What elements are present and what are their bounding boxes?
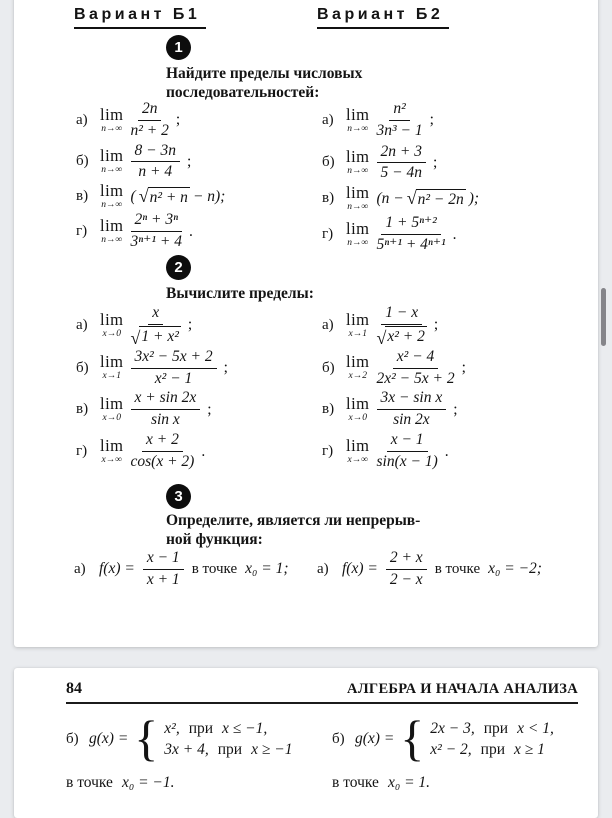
- limit-operator: [100, 215, 124, 246]
- point-value: x₀ = −1.: [121, 774, 175, 791]
- point-line-left: [66, 774, 175, 792]
- piece-expression: 2x − 3,: [430, 719, 475, 737]
- page-number: 84: [66, 680, 82, 697]
- numerator: 1 − x: [381, 304, 422, 325]
- problem-label: а): [76, 316, 88, 333]
- at-point-label: в точке: [66, 774, 113, 791]
- numerator: 3x − sin x: [377, 389, 447, 410]
- limit-operator: [100, 104, 124, 135]
- numerator: 1 + 5ⁿ⁺²: [381, 214, 440, 235]
- point-value: x₀ = 1.: [387, 774, 431, 791]
- numerator: 2n: [138, 100, 162, 121]
- page-1: [14, 0, 598, 647]
- punctuation: ;: [187, 316, 193, 334]
- limit-operator: [100, 396, 124, 424]
- piece-condition: x < 1,: [517, 719, 554, 737]
- piece-expression: x²,: [164, 719, 180, 737]
- problem-row: [76, 142, 316, 183]
- piecewise-row: [164, 741, 292, 759]
- limit-word: lim: [346, 104, 370, 124]
- denominator: 2x² − 5x + 2: [376, 369, 455, 387]
- limit-operator: [346, 218, 370, 249]
- problem-label: в): [76, 188, 89, 205]
- running-header: [66, 680, 578, 704]
- problem-row: [76, 183, 316, 211]
- radical-sign: √: [138, 185, 149, 206]
- numerator: x − 1: [387, 431, 428, 452]
- task-3-number-badge: 3: [166, 484, 191, 509]
- fraction: [131, 431, 195, 472]
- task-2-right-column: [322, 304, 572, 472]
- task-1-title-line-2: последовательностей:: [166, 84, 320, 101]
- fraction: [131, 304, 181, 347]
- limit-subscript: n→∞: [347, 202, 369, 212]
- denominator: n² + 2: [130, 121, 169, 139]
- numerator: 8 − 3n: [131, 142, 180, 163]
- problem-row: [322, 100, 572, 141]
- task-1-number-badge: 1: [166, 35, 191, 60]
- limit-operator: [346, 104, 370, 135]
- expression-suffix: );: [468, 189, 480, 207]
- piece-condition: x ≥ −1: [251, 740, 293, 758]
- limit-operator: [346, 396, 370, 424]
- limit-operator: [100, 183, 124, 211]
- task-1-right-column: [322, 100, 572, 255]
- punctuation: ;: [186, 152, 192, 170]
- limit-subscript: x→∞: [347, 454, 368, 465]
- at-point-label: в точке: [434, 560, 481, 577]
- limit-word: lim: [100, 146, 124, 166]
- denominator: sin x: [150, 411, 180, 429]
- limit-subscript: x→∞: [101, 454, 122, 465]
- punctuation: ;: [432, 153, 438, 171]
- problem-row: [76, 304, 316, 347]
- fraction: [131, 389, 201, 430]
- limit-word: lim: [100, 104, 124, 124]
- brace-glyph: {: [134, 710, 159, 766]
- problem-row: [76, 100, 316, 141]
- limit-operator: [100, 354, 124, 382]
- limit-subscript: n→∞: [347, 166, 369, 177]
- radical-sign: √: [130, 327, 141, 348]
- radical-sign: √: [406, 187, 417, 208]
- point-value: x₀ = 1;: [245, 560, 289, 577]
- problem-label: б): [76, 359, 89, 376]
- point-line-right: [332, 774, 430, 792]
- problem-label: в): [76, 401, 89, 418]
- problem-row: [76, 431, 316, 472]
- punctuation: ;: [207, 400, 212, 418]
- square-root: [407, 189, 466, 209]
- punctuation: ;: [429, 111, 434, 129]
- denominator: 2 − x: [389, 570, 423, 588]
- function-notation: g(x) =: [89, 730, 129, 748]
- task-3-left-item: [74, 546, 289, 592]
- problem-label: а): [322, 111, 334, 128]
- expression-prefix: (: [130, 187, 136, 205]
- piecewise-rows: [164, 720, 292, 759]
- problem-row: [322, 348, 572, 389]
- task-3-title-line-2: ной функция:: [166, 531, 263, 548]
- problem-label: б): [76, 153, 89, 170]
- limit-word: lim: [100, 352, 124, 372]
- punctuation: .: [201, 442, 206, 460]
- task-3-right-item: [317, 546, 542, 592]
- problem-row: [322, 214, 572, 255]
- limit-subscript: x→2: [348, 371, 367, 382]
- denominator: cos(x + 2): [130, 453, 195, 471]
- piece-condition: x ≥ 1: [514, 740, 545, 758]
- limit-word: lim: [346, 218, 370, 238]
- piece-condition-word: при: [483, 719, 509, 737]
- piecewise-row: [164, 720, 292, 738]
- problem-label: б): [332, 730, 345, 747]
- fraction: [131, 100, 169, 141]
- punctuation: .: [189, 222, 193, 240]
- punctuation: .: [452, 225, 457, 243]
- limit-subscript: n→∞: [101, 165, 123, 176]
- limit-word: lim: [100, 215, 124, 235]
- problem-label: г): [76, 443, 88, 460]
- limit-word: lim: [346, 147, 370, 167]
- limit-subscript: n→∞: [101, 123, 123, 134]
- problem-label: б): [322, 154, 335, 171]
- piece-condition-word: при: [188, 719, 214, 737]
- limit-word: lim: [346, 352, 370, 372]
- punctuation: ;: [433, 316, 439, 334]
- fraction: [377, 348, 455, 389]
- limit-word: lim: [346, 394, 370, 414]
- task-3-title-line-1: Определите, является ли непрерыв-: [166, 512, 421, 529]
- radicand: 1 + x²: [141, 327, 179, 345]
- limit-word: lim: [100, 435, 124, 455]
- numerator: x + 2: [142, 431, 183, 452]
- limit-operator: [346, 309, 370, 340]
- problem-label: г): [322, 443, 334, 460]
- limit-word: lim: [346, 309, 370, 329]
- variant-b1-heading: Вариант Б1: [74, 6, 206, 29]
- numerator: x² − 4: [393, 348, 439, 369]
- point-value: x₀ = −2;: [488, 560, 542, 577]
- limit-operator: [100, 309, 124, 340]
- piece-expression: x² − 2,: [430, 740, 472, 758]
- problem-row: [322, 143, 572, 184]
- problem-row: [76, 211, 316, 252]
- numerator: x − 1: [143, 549, 184, 570]
- radicand: x² + 2: [387, 327, 425, 345]
- fraction: [131, 142, 180, 183]
- limit-subscript: n→∞: [347, 237, 369, 248]
- denominator: sin(x − 1): [376, 453, 438, 471]
- piece-expression: 3x + 4,: [164, 740, 209, 758]
- problem-label: а): [322, 316, 334, 333]
- limit-word: lim: [346, 435, 370, 455]
- limit-operator: [100, 148, 124, 176]
- task-1-title-line-1: Найдите пределы числовых: [166, 65, 363, 82]
- task-2-title: Вычислите пределы:: [166, 285, 314, 302]
- problem-label: а): [76, 111, 88, 128]
- limit-subscript: x→0: [102, 328, 121, 339]
- limit-operator: [346, 435, 370, 466]
- piecewise-row: [430, 741, 554, 759]
- square-root: [139, 187, 190, 207]
- denominator: 3ⁿ⁺¹ + 4: [130, 233, 182, 251]
- problem-label: б): [66, 730, 79, 747]
- limit-subscript: n→∞: [101, 234, 123, 245]
- limit-subscript: x→1: [102, 371, 121, 382]
- problem-label: г): [322, 226, 334, 243]
- fraction: [386, 549, 427, 590]
- piecewise-row: [430, 720, 554, 738]
- radicand: n² + n: [149, 188, 188, 206]
- piecewise-left-item: [66, 710, 293, 766]
- limit-subscript: n→∞: [347, 123, 369, 134]
- numerator: 2 + x: [386, 549, 427, 570]
- limit-subscript: x→1: [348, 328, 367, 339]
- denominator: 5 − 4n: [380, 164, 422, 182]
- variant-b2-heading: Вариант Б2: [317, 6, 449, 29]
- limit-word: lim: [346, 183, 370, 202]
- limit-word: lim: [100, 181, 124, 200]
- fraction: [377, 143, 426, 184]
- problem-row: [76, 389, 316, 430]
- page-2: [14, 668, 598, 818]
- fraction: [143, 549, 184, 590]
- piece-condition-word: при: [480, 740, 506, 758]
- limit-operator: [346, 185, 370, 213]
- denominator: x + 1: [146, 570, 180, 588]
- fraction: [377, 431, 438, 472]
- piecewise-right-item: [332, 710, 554, 766]
- problem-row: [322, 304, 572, 347]
- denominator: [377, 325, 427, 347]
- limit-subscript: x→0: [102, 413, 121, 424]
- problem-label: в): [322, 401, 335, 418]
- punctuation: ;: [453, 400, 458, 418]
- fraction: [377, 100, 423, 141]
- denominator: n + 4: [138, 163, 173, 181]
- piece-condition-word: при: [217, 740, 243, 758]
- numerator: x + sin 2x: [131, 389, 201, 410]
- radical-sign: √: [376, 327, 387, 348]
- punctuation: .: [444, 442, 449, 460]
- limit-subscript: x→0: [348, 413, 367, 424]
- numerator: 2ⁿ + 3ⁿ: [131, 211, 182, 232]
- problem-label: а): [317, 560, 329, 577]
- radicand: n² − 2n: [417, 190, 464, 208]
- problem-label: б): [322, 359, 335, 376]
- expression-prefix: (n −: [376, 189, 404, 207]
- brace-glyph: {: [400, 710, 425, 766]
- punctuation: ;: [461, 359, 466, 377]
- task-2-number-badge: 2: [166, 255, 191, 280]
- problem-label: а): [74, 560, 86, 577]
- fraction: [377, 389, 447, 430]
- limit-word: lim: [100, 394, 124, 414]
- expression-suffix: − n);: [192, 187, 226, 205]
- fraction: [131, 348, 217, 389]
- fraction: [131, 211, 182, 252]
- running-title: АЛГЕБРА И НАЧАЛА АНАЛИЗА: [347, 681, 578, 697]
- numerator: 2n + 3: [377, 143, 426, 164]
- numerator: 3x² − 5x + 2: [131, 348, 217, 369]
- expression: [377, 189, 480, 209]
- function-notation: f(x) =: [99, 560, 135, 577]
- problem-label: г): [76, 223, 88, 240]
- problem-row: [322, 431, 572, 472]
- limit-word: lim: [100, 309, 124, 329]
- numerator: n²: [389, 100, 409, 121]
- fraction: [377, 214, 446, 255]
- problem-row: [322, 185, 572, 213]
- numerator: x: [148, 304, 163, 325]
- denominator: x² − 1: [154, 369, 193, 387]
- denominator: 3n³ − 1: [376, 121, 423, 139]
- function-notation: g(x) =: [355, 730, 395, 748]
- problem-row: [322, 389, 572, 430]
- at-point-label: в точке: [191, 560, 238, 577]
- limit-operator: [346, 354, 370, 382]
- problem-row: [76, 348, 316, 389]
- denominator: [131, 325, 181, 347]
- piecewise-rows: [430, 720, 554, 759]
- limit-operator: [346, 149, 370, 177]
- expression: [131, 187, 226, 207]
- piece-condition: x ≤ −1,: [222, 719, 268, 737]
- denominator: 5ⁿ⁺¹ + 4ⁿ⁺¹: [376, 236, 446, 254]
- problem-label: в): [322, 190, 335, 207]
- limit-subscript: n→∞: [101, 200, 123, 210]
- punctuation: ;: [175, 111, 181, 129]
- limit-operator: [100, 435, 124, 466]
- task-1-left-column: [76, 100, 316, 252]
- punctuation: ;: [223, 359, 228, 377]
- scrollbar-thumb[interactable]: [601, 288, 606, 346]
- denominator: sin 2x: [393, 411, 430, 429]
- task-2-left-column: [76, 304, 316, 472]
- at-point-label: в точке: [332, 774, 379, 791]
- fraction: [377, 304, 427, 347]
- function-notation: f(x) =: [342, 560, 378, 577]
